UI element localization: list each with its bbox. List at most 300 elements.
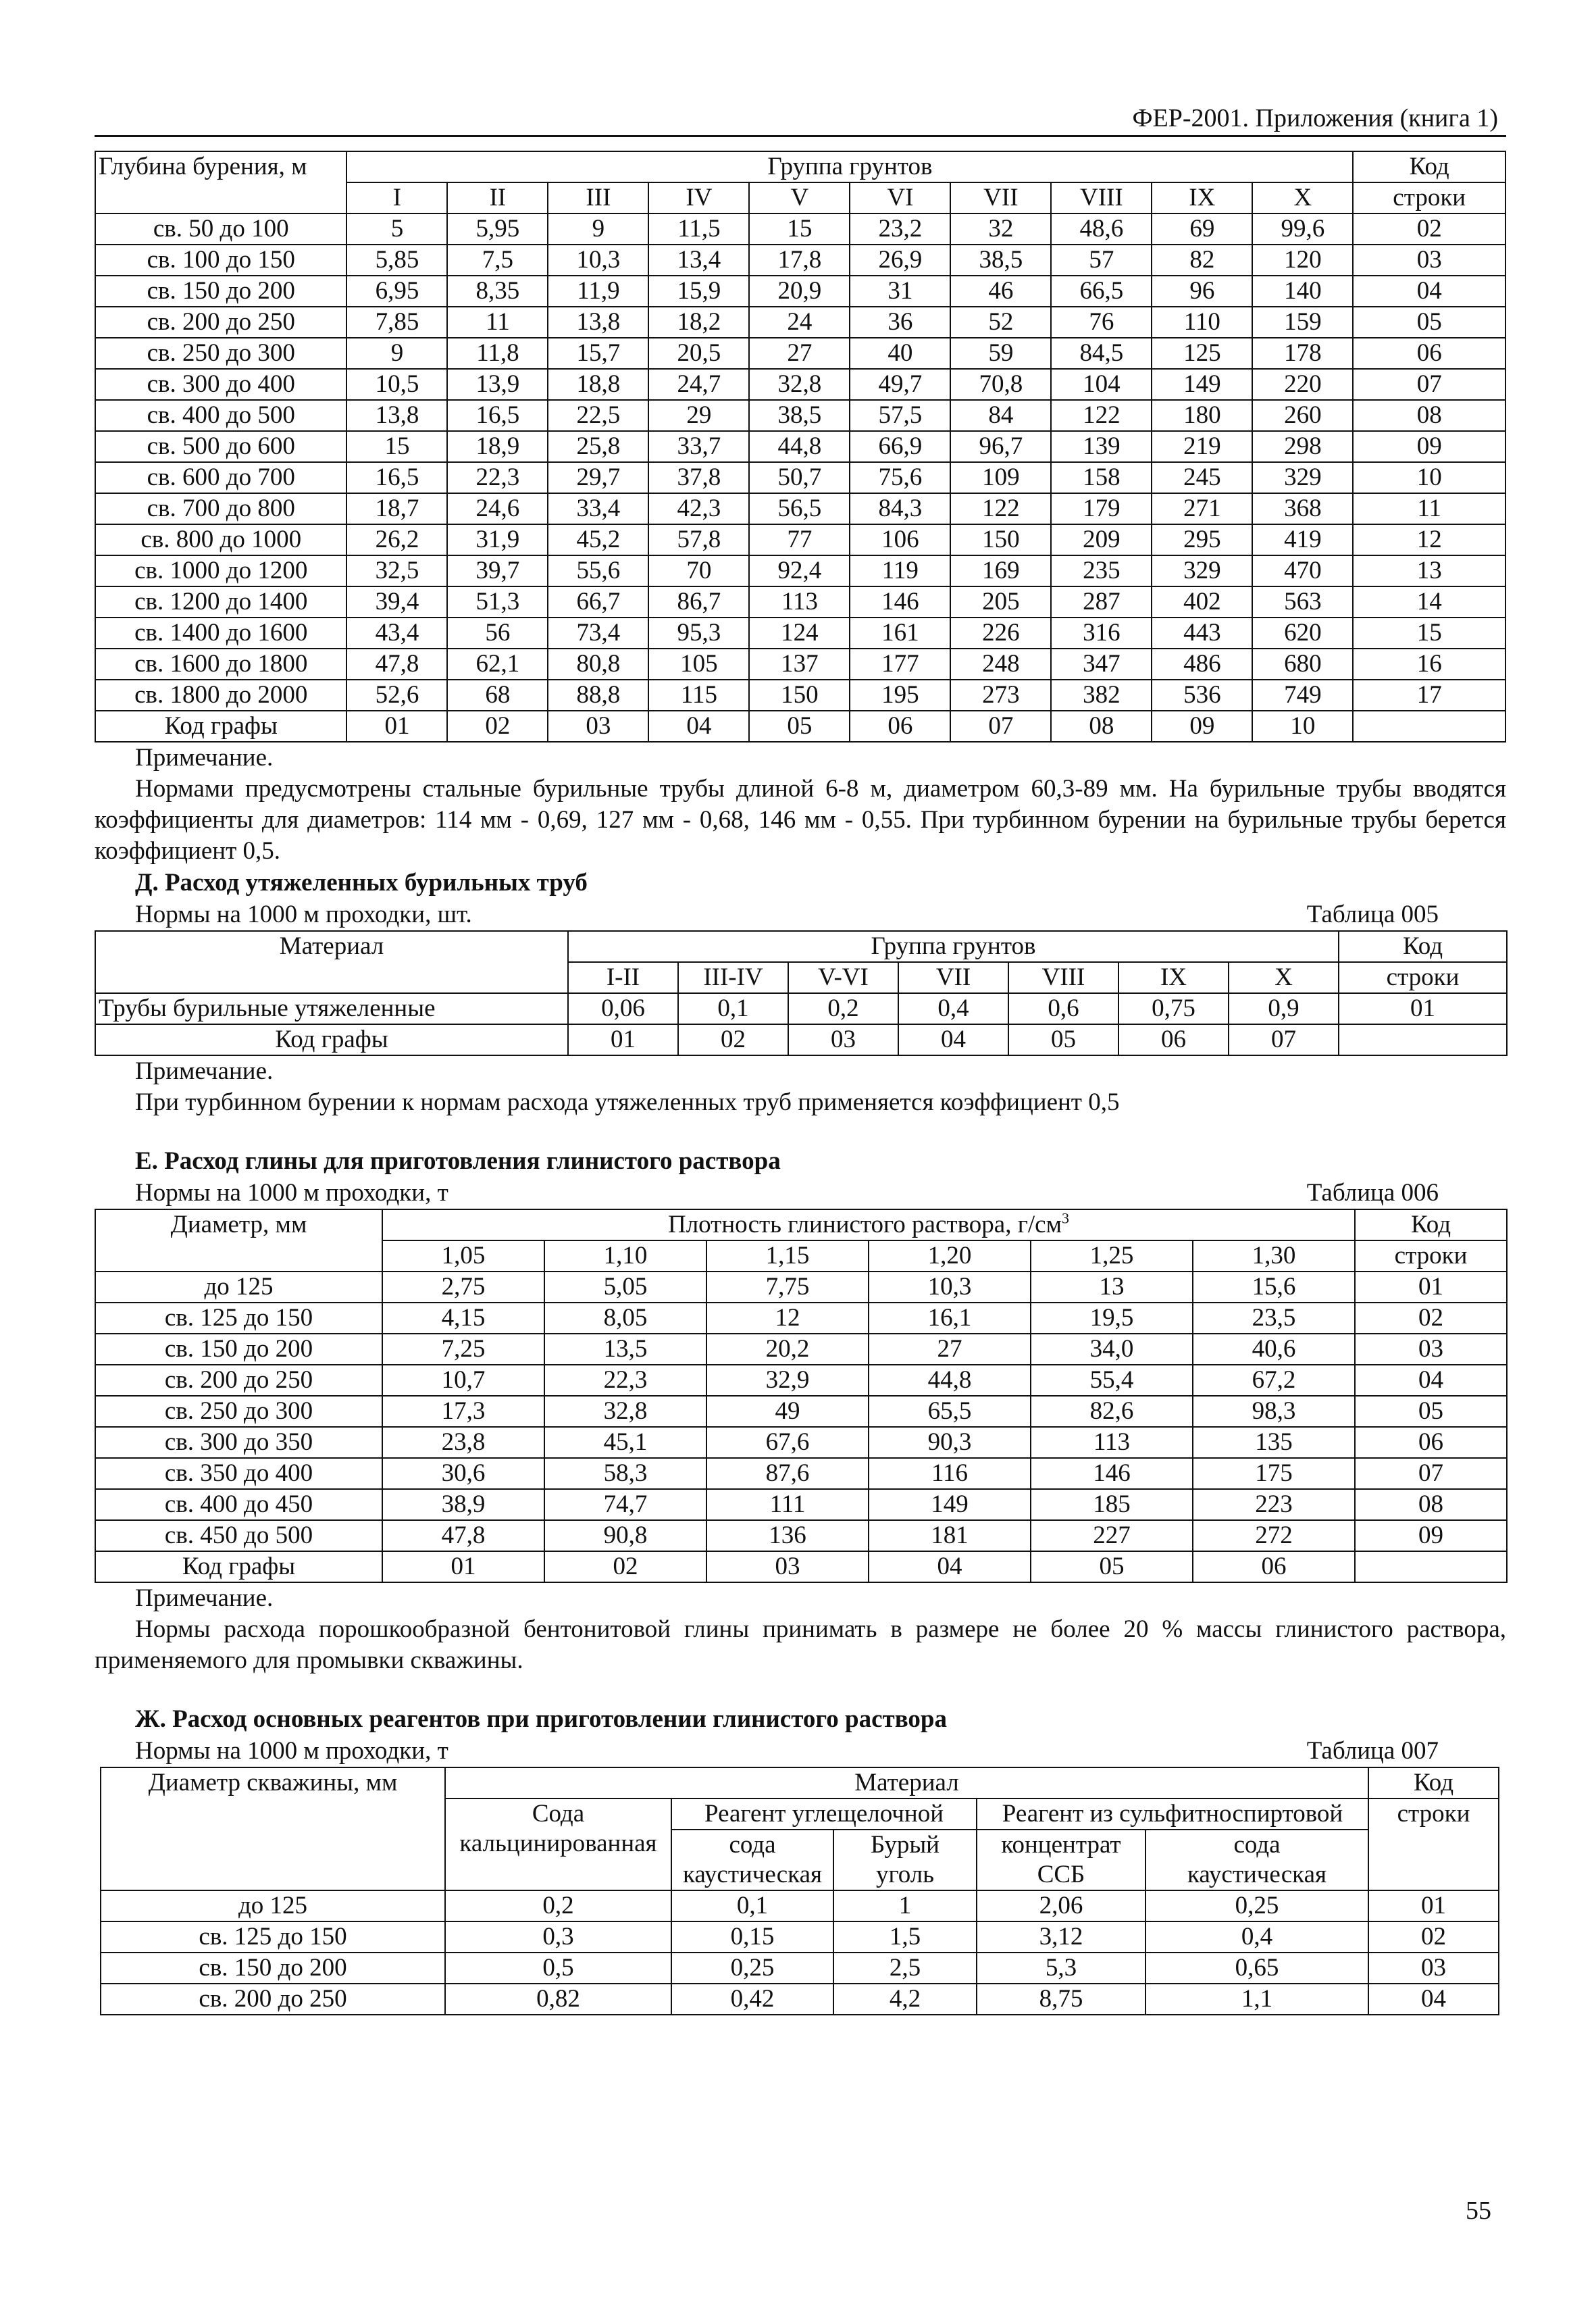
- table-cell: 9: [346, 338, 447, 369]
- table-row: [95, 680, 1505, 711]
- table-cell: 125: [1152, 338, 1252, 369]
- table-cell: 140: [1252, 276, 1353, 307]
- table-cell: св. 250 до 300: [95, 1396, 382, 1427]
- table-cell: 96: [1152, 276, 1252, 307]
- norm-label: Нормы на 1000 м проходки, т: [135, 1737, 448, 1765]
- table-cell: 66,9: [850, 431, 950, 462]
- table-cell: 119: [850, 555, 950, 586]
- table-cell: 329: [1152, 555, 1252, 586]
- table-cell: 67,2: [1193, 1365, 1355, 1396]
- table-cell: св. 450 до 500: [95, 1520, 382, 1551]
- table-cell: 486: [1152, 649, 1252, 680]
- table-cell: 57: [1051, 245, 1152, 276]
- table-cell: [1339, 1024, 1507, 1055]
- table-cell: 2,75: [382, 1272, 544, 1303]
- table-cell: 49: [706, 1396, 869, 1427]
- table-cell: 06: [850, 711, 950, 742]
- section-title: Ж. Расход основных реагентов при приготовлении глинистого раствора: [135, 1705, 947, 1733]
- table-cell: 13,4: [648, 245, 749, 276]
- header-caustic-soda-2: сода каустическая: [1145, 1830, 1368, 1890]
- table-cell: 08: [1051, 711, 1152, 742]
- table-cell: 06: [1355, 1427, 1507, 1458]
- table-cell: 1,5: [833, 1921, 977, 1953]
- table-cell: 01: [1339, 993, 1507, 1024]
- header-diameter: Диаметр, мм: [95, 1209, 382, 1272]
- norm-label: Нормы на 1000 м проходки, т: [135, 1179, 448, 1207]
- table-cell: 87,6: [706, 1458, 869, 1489]
- table-cell: 22,3: [544, 1365, 706, 1396]
- table-cell: 15,7: [548, 338, 648, 369]
- table-cell: 62,1: [447, 649, 548, 680]
- table-cell: 298: [1252, 431, 1353, 462]
- header-cell: X: [1229, 962, 1339, 993]
- table-cell: 195: [850, 680, 950, 711]
- table-cell: св. 150 до 200: [95, 1334, 382, 1365]
- table-row: [95, 400, 1505, 431]
- table-cell: 40,6: [1193, 1334, 1355, 1365]
- table-cell: 32,8: [544, 1396, 706, 1427]
- table-row: [95, 276, 1505, 307]
- table-cell: 0,6: [1008, 993, 1118, 1024]
- table-row: [95, 649, 1505, 680]
- table-cell: 2,06: [977, 1890, 1145, 1921]
- table-cell: 7,25: [382, 1334, 544, 1365]
- header-density: Плотность глинистого раствора, $г/см^3$: [382, 1209, 1355, 1240]
- drill-pipe-table: [95, 151, 1506, 743]
- table-cell: 49,7: [850, 369, 950, 400]
- table-cell: 02: [678, 1024, 788, 1055]
- header-cell: VII: [950, 182, 1051, 213]
- table-cell: 20,9: [749, 276, 850, 307]
- table-cell: 04: [1368, 1984, 1499, 2015]
- table-cell: св. 700 до 800: [95, 493, 346, 524]
- header-cell: VIII: [1051, 182, 1152, 213]
- header-group: Группа грунтов: [346, 151, 1353, 182]
- table-cell: св. 200 до 250: [101, 1984, 445, 2015]
- table-cell: 86,7: [648, 586, 749, 618]
- table-cell: 15: [346, 431, 447, 462]
- table-cell: 22,3: [447, 462, 548, 493]
- table-cell: 95,3: [648, 618, 749, 649]
- table-cell: 13,9: [447, 369, 548, 400]
- table-cell: 56,5: [749, 493, 850, 524]
- table-row: [95, 524, 1505, 555]
- header-brown-coal: Бурый уголь: [833, 1830, 977, 1890]
- table-row: [95, 245, 1505, 276]
- table-row: [101, 1984, 1499, 2015]
- table-cell: 20,5: [648, 338, 749, 369]
- table-cell: 07: [1355, 1458, 1507, 1489]
- table-cell: 29: [648, 400, 749, 431]
- table-cell: 0,3: [445, 1921, 671, 1953]
- header-code-top: Код: [1353, 151, 1505, 182]
- table-cell: 136: [706, 1520, 869, 1551]
- table-cell: св. 150 до 200: [95, 276, 346, 307]
- table-cell: 50,7: [749, 462, 850, 493]
- page: [95, 101, 1506, 2015]
- table-cell: 32: [950, 213, 1051, 245]
- code-row: [95, 1551, 1507, 1582]
- table-cell: 84: [950, 400, 1051, 431]
- table-cell: 135: [1193, 1427, 1355, 1458]
- table-cell: 329: [1252, 462, 1353, 493]
- table-cell: 56: [447, 618, 548, 649]
- table-cell: 146: [850, 586, 950, 618]
- table-cell: 536: [1152, 680, 1252, 711]
- header-sulfite-reagent: Реагент из сульфитноспиртовой: [977, 1799, 1368, 1830]
- table-cell: 209: [1051, 524, 1152, 555]
- header-code-top: Код: [1368, 1767, 1499, 1799]
- table-cell: 3,12: [977, 1921, 1145, 1953]
- table-cell: 67,6: [706, 1427, 869, 1458]
- header-cell: IX: [1152, 182, 1252, 213]
- table-cell: 0,9: [1229, 993, 1339, 1024]
- header-cell: V: [749, 182, 850, 213]
- table-cell: 32,5: [346, 555, 447, 586]
- note-text: Нормы расхода порошкообразной бентонитовой глины принимать в размере не более 20 % массы глинистого раствора, применяемого для промывки скважины.: [95, 1615, 1506, 1674]
- table-cell: 52: [950, 307, 1051, 338]
- table-cell: 368: [1252, 493, 1353, 524]
- table-row: [95, 1489, 1507, 1520]
- table-cell: 6,95: [346, 276, 447, 307]
- table-cell: 03: [1355, 1334, 1507, 1365]
- running-header: ФЕР-2001. Приложения (книга 1): [95, 101, 1506, 137]
- table-cell: 13,8: [548, 307, 648, 338]
- table-cell: 10,3: [548, 245, 648, 276]
- table-cell: 177: [850, 649, 950, 680]
- table-cell: 120: [1252, 245, 1353, 276]
- table-cell: 10,3: [869, 1272, 1031, 1303]
- table-cell: 29,7: [548, 462, 648, 493]
- table-cell: 18,9: [447, 431, 548, 462]
- table-cell: св. 100 до 150: [95, 245, 346, 276]
- table-cell: 0,42: [671, 1984, 833, 2015]
- table-cell: 115: [648, 680, 749, 711]
- table-cell: 18,8: [548, 369, 648, 400]
- header-cell: VIII: [1008, 962, 1118, 993]
- table-cell: 01: [568, 1024, 678, 1055]
- table-row: [95, 1396, 1507, 1427]
- table-cell: 109: [950, 462, 1051, 493]
- table-cell: 347: [1051, 649, 1152, 680]
- table-cell: 316: [1051, 618, 1152, 649]
- table-cell: 0,75: [1118, 993, 1229, 1024]
- table-cell: 46: [950, 276, 1051, 307]
- table-cell: 70: [648, 555, 749, 586]
- table-cell: 06: [1353, 338, 1505, 369]
- table-cell: 12: [706, 1303, 869, 1334]
- table-cell: 40: [850, 338, 950, 369]
- table-row: [95, 555, 1505, 586]
- table-cell: 273: [950, 680, 1051, 711]
- table-cell: Код графы: [95, 1551, 382, 1582]
- table-cell: св. 400 до 450: [95, 1489, 382, 1520]
- table-cell: св. 350 до 400: [95, 1458, 382, 1489]
- table-cell: 15,6: [1193, 1272, 1355, 1303]
- table-cell: св. 250 до 300: [95, 338, 346, 369]
- table-cell: 10: [1252, 711, 1353, 742]
- table-cell: 04: [869, 1551, 1031, 1582]
- table-cell: 2,5: [833, 1953, 977, 1984]
- table-cell: 38,9: [382, 1489, 544, 1520]
- table-cell: 47,8: [346, 649, 447, 680]
- table-cell: 106: [850, 524, 950, 555]
- section-subtitle: [95, 1178, 1506, 1209]
- header-cell: X: [1252, 182, 1353, 213]
- table-cell: 5,85: [346, 245, 447, 276]
- table-cell: 05: [1031, 1551, 1193, 1582]
- norm-label: Нормы на 1000 м проходки, шт.: [135, 901, 472, 928]
- table-cell: 5,3: [977, 1953, 1145, 1984]
- table-cell: 16,5: [447, 400, 548, 431]
- table-cell: 7,75: [706, 1272, 869, 1303]
- table-cell: 84,3: [850, 493, 950, 524]
- table-cell: 11,5: [648, 213, 749, 245]
- table-cell: 04: [1353, 276, 1505, 307]
- table-cell: св. 1600 до 1800: [95, 649, 346, 680]
- table-cell: 03: [788, 1024, 898, 1055]
- table-cell: 12: [1353, 524, 1505, 555]
- table-cell: 45,1: [544, 1427, 706, 1458]
- table-cell: 15: [749, 213, 850, 245]
- table-cell: 11,9: [548, 276, 648, 307]
- header-cell: 1,25: [1031, 1240, 1193, 1272]
- table-cell: 02: [1368, 1921, 1499, 1953]
- table-number: Таблица 005: [1306, 901, 1439, 928]
- table-cell: 0,06: [568, 993, 678, 1024]
- table-number: Таблица 006: [1306, 1179, 1439, 1207]
- table-cell: 31: [850, 276, 950, 307]
- table-cell: 8,05: [544, 1303, 706, 1334]
- table-cell: 260: [1252, 400, 1353, 431]
- table-cell: 19,5: [1031, 1303, 1193, 1334]
- table-cell: 272: [1193, 1520, 1355, 1551]
- note-label: Примечание.: [135, 1057, 274, 1085]
- table-cell: 22,5: [548, 400, 648, 431]
- table-cell: 8,75: [977, 1984, 1145, 2015]
- header-code-top: Код: [1355, 1209, 1507, 1240]
- table-cell: 25,8: [548, 431, 648, 462]
- table-cell: 47,8: [382, 1520, 544, 1551]
- table-cell: 13: [1031, 1272, 1193, 1303]
- table-cell: 57,5: [850, 400, 950, 431]
- table-cell: 295: [1152, 524, 1252, 555]
- table-cell: 32,9: [706, 1365, 869, 1396]
- table-cell: 55,6: [548, 555, 648, 586]
- table-cell: 110: [1152, 307, 1252, 338]
- table-cell: 03: [1368, 1953, 1499, 1984]
- table-cell: 16: [1353, 649, 1505, 680]
- table-row: [95, 586, 1505, 618]
- table-cell: 150: [749, 680, 850, 711]
- table-cell: св. 125 до 150: [95, 1303, 382, 1334]
- table-cell: до 125: [95, 1272, 382, 1303]
- table-cell: 04: [898, 1024, 1008, 1055]
- table-cell: 0,4: [898, 993, 1008, 1024]
- table-cell: 02: [1355, 1303, 1507, 1334]
- table-cell: 161: [850, 618, 950, 649]
- table-cell: 271: [1152, 493, 1252, 524]
- table-cell: 122: [1051, 400, 1152, 431]
- table-cell: 76: [1051, 307, 1152, 338]
- table-cell: 75,6: [850, 462, 950, 493]
- table-cell: 0,1: [678, 993, 788, 1024]
- table-cell: 17: [1353, 680, 1505, 711]
- table-cell: 23,2: [850, 213, 950, 245]
- header-diameter: Диаметр скважины, мм: [101, 1767, 445, 1890]
- header-ssb-concentrate: концентрат ССБ: [977, 1830, 1145, 1890]
- table-cell: 16,1: [869, 1303, 1031, 1334]
- table-cell: св. 300 до 400: [95, 369, 346, 400]
- table-cell: до 125: [101, 1890, 445, 1921]
- table-cell: 02: [544, 1551, 706, 1582]
- table-cell: 220: [1252, 369, 1353, 400]
- table-cell: 66,7: [548, 586, 648, 618]
- table-cell: 17,8: [749, 245, 850, 276]
- table-row: [95, 213, 1505, 245]
- table-row: [101, 1921, 1499, 1953]
- table-cell: св. 200 до 250: [95, 307, 346, 338]
- table-cell: 13,5: [544, 1334, 706, 1365]
- header-coal-alkali-reagent: Реагент углещелочной: [671, 1799, 977, 1830]
- table-cell: 33,7: [648, 431, 749, 462]
- table-cell: 07: [1229, 1024, 1339, 1055]
- section-title: Е. Расход глины для приготовления глинистого раствора: [135, 1147, 781, 1175]
- header-code-bottom: строки: [1339, 962, 1507, 993]
- table-row: [95, 1365, 1507, 1396]
- table-cell: 20,2: [706, 1334, 869, 1365]
- table-cell: 34,0: [1031, 1334, 1193, 1365]
- table-cell: 0,5: [445, 1953, 671, 1984]
- note-label: Примечание.: [135, 744, 274, 772]
- table-cell: св. 600 до 700: [95, 462, 346, 493]
- table-cell: 158: [1051, 462, 1152, 493]
- table-cell: 205: [950, 586, 1051, 618]
- table-cell: 0,25: [671, 1953, 833, 1984]
- table-cell: 82,6: [1031, 1396, 1193, 1427]
- table-cell: 382: [1051, 680, 1152, 711]
- table-cell: 287: [1051, 586, 1152, 618]
- header-cell: II: [447, 182, 548, 213]
- table-row: [95, 1272, 1507, 1303]
- table-cell: 18,2: [648, 307, 749, 338]
- table-cell: 06: [1118, 1024, 1229, 1055]
- table-cell: 5: [346, 213, 447, 245]
- note-label: Примечание.: [135, 1584, 274, 1612]
- table-cell: 31,9: [447, 524, 548, 555]
- table-cell: 175: [1193, 1458, 1355, 1489]
- table-cell: св. 800 до 1000: [95, 524, 346, 555]
- table-cell: 563: [1252, 586, 1353, 618]
- table-cell: Код графы: [95, 711, 346, 742]
- table-cell: 122: [950, 493, 1051, 524]
- table-cell: 90,3: [869, 1427, 1031, 1458]
- table-cell: 04: [1355, 1365, 1507, 1396]
- header-cell: 1,30: [1193, 1240, 1355, 1272]
- header-cell: 1,05: [382, 1240, 544, 1272]
- table-cell: 02: [1353, 213, 1505, 245]
- table-cell: 65,5: [869, 1396, 1031, 1427]
- table-cell: 03: [706, 1551, 869, 1582]
- table-cell: 0,65: [1145, 1953, 1368, 1984]
- table-row: [95, 993, 1507, 1024]
- table-cell: 52,6: [346, 680, 447, 711]
- header-soda-calcined: Сода кальцинированная: [445, 1799, 671, 1890]
- table-cell: 14: [1353, 586, 1505, 618]
- header-cell: I-II: [568, 962, 678, 993]
- table-cell: 0,82: [445, 1984, 671, 2015]
- table-cell: 05: [1355, 1396, 1507, 1427]
- header-group: Группа грунтов: [568, 931, 1339, 962]
- header-code-bottom: строки: [1355, 1240, 1507, 1272]
- table-cell: св. 500 до 600: [95, 431, 346, 462]
- table-cell: 105: [648, 649, 749, 680]
- table-cell: 04: [648, 711, 749, 742]
- table-cell: 08: [1355, 1489, 1507, 1520]
- table-cell: 80,8: [548, 649, 648, 680]
- table-cell: 620: [1252, 618, 1353, 649]
- header-cell: VI: [850, 182, 950, 213]
- table-row: [101, 1953, 1499, 1984]
- table-cell: 05: [1353, 307, 1505, 338]
- header-caustic-soda: сода каустическая: [671, 1830, 833, 1890]
- table-cell: 13,8: [346, 400, 447, 431]
- table-cell: 38,5: [950, 245, 1051, 276]
- table-cell: 44,8: [869, 1365, 1031, 1396]
- section-subtitle: [95, 1736, 1506, 1767]
- table-cell: 84,5: [1051, 338, 1152, 369]
- table-cell: 37,8: [648, 462, 749, 493]
- table-cell: 73,4: [548, 618, 648, 649]
- note-text: При турбинном бурении к нормам расхода утяжеленных труб применяется коэффициент 0,5: [135, 1088, 1120, 1116]
- table-cell: [1353, 711, 1505, 742]
- table-cell: 1: [833, 1890, 977, 1921]
- table-cell: 149: [869, 1489, 1031, 1520]
- table-cell: [1355, 1551, 1507, 1582]
- table-cell: 149: [1152, 369, 1252, 400]
- header-depth: Глубина бурения, м: [95, 151, 346, 213]
- table-cell: 1,1: [1145, 1984, 1368, 2015]
- table-cell: 44,8: [749, 431, 850, 462]
- table-cell: св. 200 до 250: [95, 1365, 382, 1396]
- table-cell: 169: [950, 555, 1051, 586]
- table-cell: 05: [1008, 1024, 1118, 1055]
- table-cell: 08: [1353, 400, 1505, 431]
- table-cell: 33,4: [548, 493, 648, 524]
- table-cell: 178: [1252, 338, 1353, 369]
- table-cell: 10: [1353, 462, 1505, 493]
- table-row: [95, 431, 1505, 462]
- table-cell: 10,7: [382, 1365, 544, 1396]
- table-cell: Трубы бурильные утяжеленные: [95, 993, 568, 1024]
- table-cell: 0,2: [788, 993, 898, 1024]
- table-cell: 03: [548, 711, 648, 742]
- page-number: 55: [1466, 2196, 1491, 2225]
- table-cell: 70,8: [950, 369, 1051, 400]
- table-cell: 5,95: [447, 213, 548, 245]
- table-number: Таблица 007: [1306, 1737, 1439, 1765]
- table-cell: 74,7: [544, 1489, 706, 1520]
- table-cell: св. 125 до 150: [101, 1921, 445, 1953]
- table-row: [95, 1427, 1507, 1458]
- table-cell: 17,3: [382, 1396, 544, 1427]
- table-cell: 27: [869, 1334, 1031, 1365]
- table-cell: Код графы: [95, 1024, 568, 1055]
- table-cell: 443: [1152, 618, 1252, 649]
- table-cell: 245: [1152, 462, 1252, 493]
- header-material: Материал: [95, 931, 568, 993]
- header-code-bottom: строки: [1353, 182, 1505, 213]
